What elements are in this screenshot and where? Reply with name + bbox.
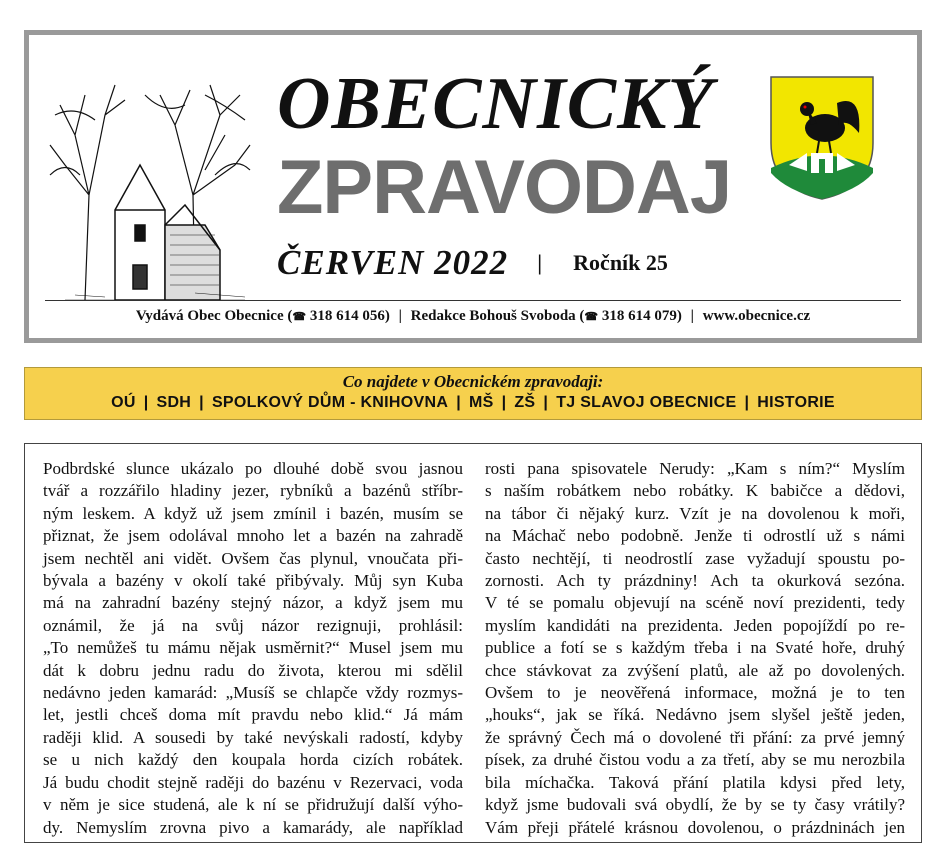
article-line: na Máchač nebo podobně. Jenže ti odrostlí už s námi — [485, 526, 905, 546]
article-line: oznámil, že já na svůj názor rezignuji, prohlásil: — [43, 615, 463, 635]
article-line: bila míchačka. Taková přání platila kdysi před lety, — [485, 772, 905, 792]
article-line: zornosti. Ach ty prázdniny! Ach ta okurková sezóna. — [485, 571, 905, 591]
contents-item[interactable]: SPOLKOVÝ DŮM - KNIHOVNA — [211, 394, 449, 411]
contents-item[interactable]: SDH — [156, 394, 192, 411]
article-line: rosti pana spisovatele Nerudy: „Kam s ním?“ Myslím — [485, 459, 905, 478]
issue-month: ČERVEN 2022 — [277, 243, 509, 282]
website-link[interactable]: www.obecnice.cz — [702, 308, 811, 324]
article-line: v něm je sice studená, ale k ní se přidružují další výho- — [43, 795, 463, 815]
contents-item[interactable]: OÚ — [111, 394, 136, 411]
contents-title: Co najdete v Obecnickém zpravodaji: — [342, 372, 604, 391]
issue-separator: | — [537, 250, 543, 275]
article-line: myslím kandidáti na prezidenta. Jeden popojíždí po re- — [485, 615, 905, 635]
article-line: když jsme budovali svá obydlí, že by se ty časy vrátily? — [485, 795, 905, 815]
article-line: raději klid. A sousedi by také nevýskali radostí, kdyby — [43, 727, 463, 747]
article-line: „houks“, jak se říká. Nedávno jsem slyšel ještě jeden, — [485, 705, 905, 725]
article-line: „To nemůžeš tu mámu nějak usměrnit?“ Musel jsem mu — [43, 638, 463, 658]
contents-separator: | — [199, 394, 204, 411]
article-line: dy. Nemyslím zrovna pivo a kamarády, ale například — [43, 817, 463, 837]
article-line: ným leskem. A když už jsem zmínil i bazén, musím se — [43, 503, 463, 523]
article-line: písek, za druhé čistou vodu a za třetí, aby se mu nerozbila — [485, 750, 905, 770]
article-line: chce stávkovat za zvýšení platů, ale až po dovolených. — [485, 660, 905, 680]
phone-icon: ☎ — [292, 311, 307, 323]
contents-separator: | — [456, 394, 461, 411]
article-line: bývala a bazény v okolí také přibývaly. Můj syn Kuba — [43, 571, 463, 591]
article-line: přiznat, že jsem odolával mnoho let a bazén na zahradě — [43, 526, 463, 546]
church-illustration — [45, 75, 255, 305]
masthead-divider — [45, 300, 901, 301]
masthead — [24, 30, 922, 343]
article-line: nedávno jeden kamarád: „Musíš se chlapče vždy rozmys- — [43, 683, 463, 703]
phone-icon: ☎ — [584, 311, 599, 323]
article-line: let, jestli chceš doma mít pravdu nebo klid.“ Já mám — [43, 705, 463, 725]
contents-banner — [24, 367, 922, 420]
newspaper-title-line1: OBECNICKÝ — [277, 63, 714, 145]
article — [24, 443, 922, 843]
article-line: s naším robátkem nebo robátky. K babičce a dědovi, — [485, 481, 905, 501]
contents-separator: | — [501, 394, 507, 411]
article-line: V té se pomalu objevují na scéně noví prezidenti, tedy — [485, 593, 905, 613]
article-line: Vám přeji přátelé krásnou dovolenou, o prázdninách jen — [485, 817, 905, 837]
article-line: se u nich každý den koupala horda cizích robátek. — [43, 750, 463, 770]
contact-divider: | — [398, 308, 402, 324]
editor: Redakce Bohouš Svoboda — [410, 308, 576, 324]
newspaper-title-line2: ZPRAVODAJ — [277, 145, 732, 230]
article-line: dát k dobru jednu radu do života, kterou mi sdělil — [43, 660, 463, 680]
article-line: že správný Čech má o dovolené tři přání: za prvé jemný — [485, 727, 905, 747]
contents-separator: | — [543, 394, 549, 411]
publisher-phone: 318 614 056 — [309, 308, 385, 324]
contents-item[interactable]: ZŠ — [514, 394, 536, 411]
article-line: Já budu chodit stejně raději do bazénu v Rezervaci, voda — [43, 772, 463, 792]
contents-list — [25, 392, 921, 414]
article-line: Podbrdské slunce ukázalo po dlouhé době svou jasnou — [43, 459, 463, 478]
article-line: tvář a rozzářilo hladiny jezer, rybníků a bazénů stříbr- — [43, 481, 463, 501]
article-line: publice a fotí se s každým třeba i na Svaté hoře, druhý — [485, 638, 905, 658]
contact-divider: | — [690, 308, 694, 324]
article-line: má na zahradní bazény stejný názor, a když jsem mu — [43, 593, 463, 613]
contents-item[interactable]: HISTORIE — [757, 394, 835, 411]
coat-of-arms-icon — [767, 73, 877, 203]
article-line: Ovšem to je neověřená informace, možná je to ten — [485, 683, 905, 703]
article-line: jsem nechtěl ani vidět. Ovšem čas plynul, vnoučata při- — [43, 548, 463, 568]
contact-line: Vydává Obec Obecnice (☎ 318 614 056) | Redakce Bohouš Svoboda (☎ 318 614 079) | www.obecnice.cz — [135, 308, 811, 324]
article-column-right — [485, 458, 905, 839]
contents-separator: | — [744, 394, 750, 411]
article-line: na tábor či nějaký kurz. Vzít je na dovolenou k moři, — [485, 503, 905, 523]
publisher: Vydává Obec Obecnice — [135, 308, 284, 324]
issue-volume: Ročník 25 — [573, 250, 668, 275]
contents-separator: | — [143, 394, 149, 411]
article-column-left — [43, 458, 463, 839]
contents-item[interactable]: TJ SLAVOJ OBECNICE — [556, 394, 737, 411]
issue-line — [277, 243, 668, 283]
editor-phone: 318 614 079 — [601, 308, 677, 324]
contents-item[interactable]: MŠ — [468, 394, 494, 411]
article-line: často nechtějí, ti neodrostlí zase vyžadují spoustu po- — [485, 548, 905, 568]
